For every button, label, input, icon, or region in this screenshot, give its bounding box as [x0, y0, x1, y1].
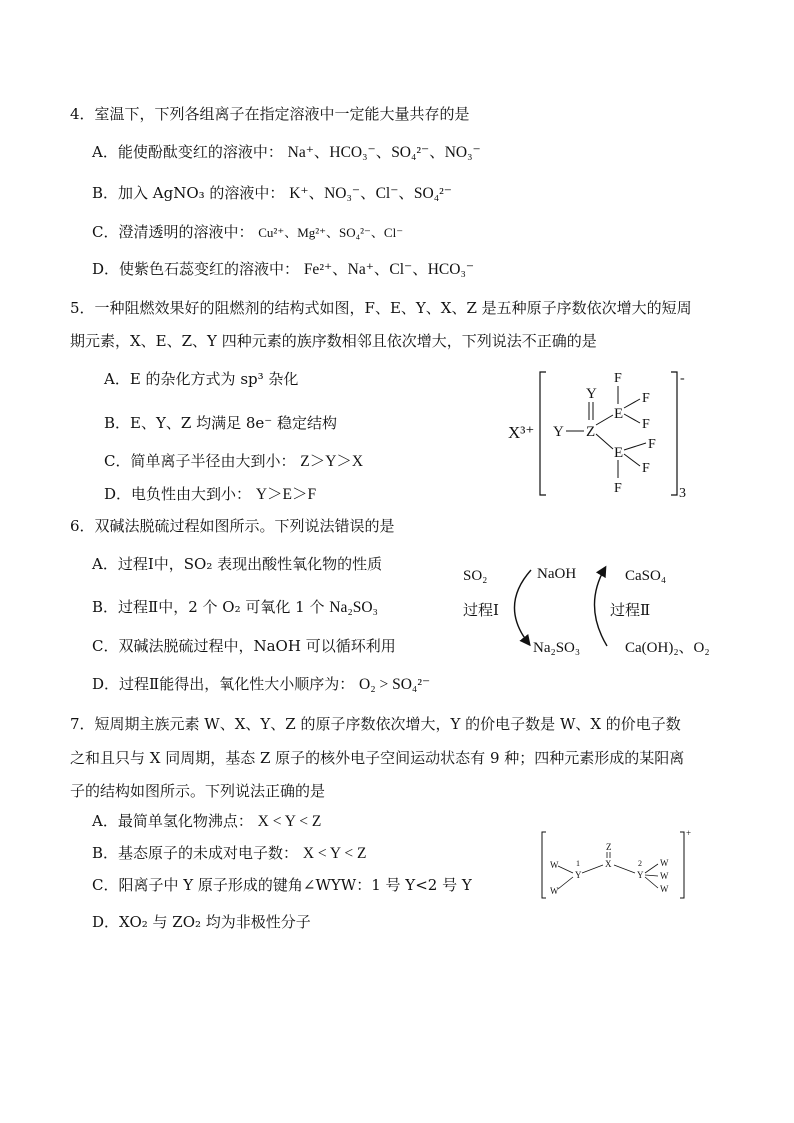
q5-structure-figure — [500, 362, 700, 502]
q5-fig-right-bracket — [671, 372, 677, 495]
q4-option-a[interactable] — [92, 142, 481, 163]
q4-option-c-label: C．澄清透明的溶液中： — [92, 223, 254, 241]
q4-option-c[interactable] — [92, 222, 403, 243]
q7-option-a[interactable] — [92, 811, 321, 832]
q5-fig-charge: - — [680, 371, 685, 386]
q6-option-d[interactable] — [92, 674, 430, 695]
q6-fig-process2: 过程Ⅱ — [610, 603, 651, 619]
q5-fig-cation: X³⁺ — [508, 423, 535, 442]
q7-stem-line2: 之和且只与 X 同周期，基态 Z 原子的核外电子空间运动状态有 9 种；四种元素形成的某阳离 — [70, 749, 685, 767]
q5-option-d-label: D．电负性由大到小： — [104, 485, 252, 503]
q7-fig-n1: 1 — [576, 859, 580, 868]
q5-fig-f-4: F — [648, 437, 656, 452]
q5-option-c-expr: Z＞Y＞X — [300, 453, 364, 470]
q5-fig-left-bracket — [540, 372, 546, 495]
q7-option-b-label: B．基态原子的未成对电子数： — [92, 844, 299, 862]
q6-fig-naoh: NaOH — [537, 566, 577, 582]
q5-fig-f-1: F — [614, 371, 622, 386]
q7-option-a-expr: X < Y < Z — [257, 813, 322, 830]
q7-option-b-expr: X < Y < Z — [302, 845, 367, 862]
q4-option-a-ions: Na⁺、HCO₃⁻、SO₄²⁻、NO₃⁻ — [287, 144, 481, 161]
q7-fig-n2: 2 — [638, 859, 642, 868]
q5-fig-bond-e-f-3 — [624, 414, 640, 423]
q7-stem-line3: 子的结构如图所示。下列说法正确的是 — [70, 782, 326, 800]
q4-stem: 4．室温下，下列各组离子在指定溶液中一定能大量共存的是 — [70, 105, 470, 123]
q6-stem: 6．双碱法脱硫过程如图所示。下列说法错误的是 — [70, 517, 395, 535]
q6-option-b-formula: Na₂SO₃ — [329, 599, 378, 616]
q6-fig-caoh2-o2: Ca(OH)₂、O₂ — [625, 640, 710, 656]
q6-fig-process1: 过程Ⅰ — [463, 603, 499, 619]
q4-option-a-label: A．能使酚酞变红的溶液中： — [92, 143, 283, 161]
q5-option-d-expr: Y＞E＞F — [255, 486, 317, 503]
q6-option-b[interactable] — [92, 597, 378, 618]
q6-option-c[interactable]: C．双碱法脱硫过程中，NaOH 可以循环利用 — [92, 637, 396, 655]
q7-option-a-label: A．最简单氢化物沸点： — [92, 812, 253, 830]
q5-fig-bond-z-e-lower — [596, 434, 613, 449]
q5-fig-bond-e-f-4 — [624, 443, 646, 450]
q7-fig-left-bracket — [542, 832, 546, 898]
q5-option-a[interactable]: A．E 的杂化方式为 sp³ 杂化 — [104, 370, 299, 388]
q5-fig-y-top: Y — [586, 386, 597, 402]
q5-fig-bond-z-e-upper — [596, 415, 613, 425]
q6-fig-arrow-process1 — [514, 570, 531, 644]
q5-fig-z: Z — [586, 424, 596, 440]
q5-fig-f-3: F — [642, 417, 650, 432]
q6-option-d-label: D．过程Ⅱ能得出，氧化性大小顺序为： — [92, 675, 355, 693]
q4-option-d-label: D．使紫色石蕊变红的溶液中： — [92, 260, 300, 278]
q5-fig-e-lower: E — [614, 445, 624, 461]
q5-stem-line2: 期元素，X、E、Z、Y 四种元素的族序数相邻且依次增大，下列说法不正确的是 — [70, 332, 597, 350]
q4-option-c-ions: Cu²⁺、Mg²⁺、SO₄²⁻、Cl⁻ — [258, 225, 404, 240]
q4-option-b-label: B．加入 AgNO₃ 的溶液中： — [92, 184, 285, 202]
q5-fig-subscript: 3 — [679, 486, 686, 501]
q7-structure-figure — [540, 828, 700, 908]
q5-option-c[interactable] — [104, 451, 363, 472]
q6-fig-arrow-process2 — [594, 568, 607, 646]
q6-fig-na2so3: Na₂SO₃ — [533, 640, 581, 656]
q7-option-d[interactable]: D．XO₂ 与 ZO₂ 均为非极性分子 — [92, 913, 311, 931]
q7-option-c[interactable]: C．阳离子中 Y 原子形成的键角∠WYW：1 号 Y<2 号 Y — [92, 876, 472, 894]
q7-fig-charge: + — [686, 828, 692, 838]
q7-fig-w-5: W — [660, 884, 669, 894]
q5-fig-e-upper: E — [614, 406, 624, 422]
q5-fig-bond-e-f-2 — [624, 399, 640, 408]
q5-stem-line1: 5．一种阻燃效果好的阻燃剂的结构式如图，F、E、Y、X、Z 是五种原子序数依次增大的短周 — [70, 299, 692, 317]
q7-fig-x: X — [605, 859, 612, 869]
q7-fig-y2: Y — [637, 870, 644, 880]
q5-option-b[interactable]: B．E、Y、Z 均满足 8e⁻ 稳定结构 — [104, 414, 337, 432]
q4-option-b-ions: K⁺、NO₃⁻、Cl⁻、SO₄²⁻ — [289, 185, 452, 202]
q7-fig-w-3: W — [660, 858, 669, 868]
q5-fig-f-5: F — [642, 461, 650, 476]
q7-fig-right-bracket — [680, 832, 684, 898]
q5-fig-f-6: F — [614, 481, 622, 496]
q7-fig-y1: Y — [575, 870, 582, 880]
q5-fig-bond-e-f-5 — [624, 454, 640, 466]
q4-option-d-ions: Fe²⁺、Na⁺、Cl⁻、HCO₃⁻ — [303, 261, 475, 278]
q7-fig-w-1: W — [550, 860, 559, 870]
q6-cycle-figure — [455, 558, 735, 663]
q4-option-b[interactable] — [92, 183, 452, 204]
q6-option-d-expr: O₂ > SO₄²⁻ — [359, 676, 431, 693]
q5-fig-y-left: Y — [553, 424, 564, 440]
q7-fig-w-4: W — [660, 871, 669, 881]
q6-fig-so2: SO₂ — [463, 568, 488, 584]
q4-option-d[interactable] — [92, 259, 474, 280]
q5-option-c-label: C．简单离子半径由大到小： — [104, 452, 296, 470]
q7-fig-z: Z — [606, 842, 612, 852]
q5-option-d[interactable] — [104, 484, 316, 505]
q7-stem-line1: 7．短周期主族元素 W、X、Y、Z 的原子序数依次增大，Y 的价电子数是 W、X 的价电子数 — [70, 715, 681, 733]
q7-option-b[interactable] — [92, 843, 367, 864]
q7-fig-w-2: W — [550, 886, 559, 896]
q6-fig-caso4: CaSO₄ — [625, 568, 667, 584]
q5-fig-f-2: F — [642, 391, 650, 406]
q6-option-b-label: B．过程Ⅱ中，2 个 O₂ 可氧化 1 个 — [92, 598, 325, 616]
q6-option-a[interactable]: A．过程Ⅰ中，SO₂ 表现出酸性氧化物的性质 — [92, 555, 383, 573]
